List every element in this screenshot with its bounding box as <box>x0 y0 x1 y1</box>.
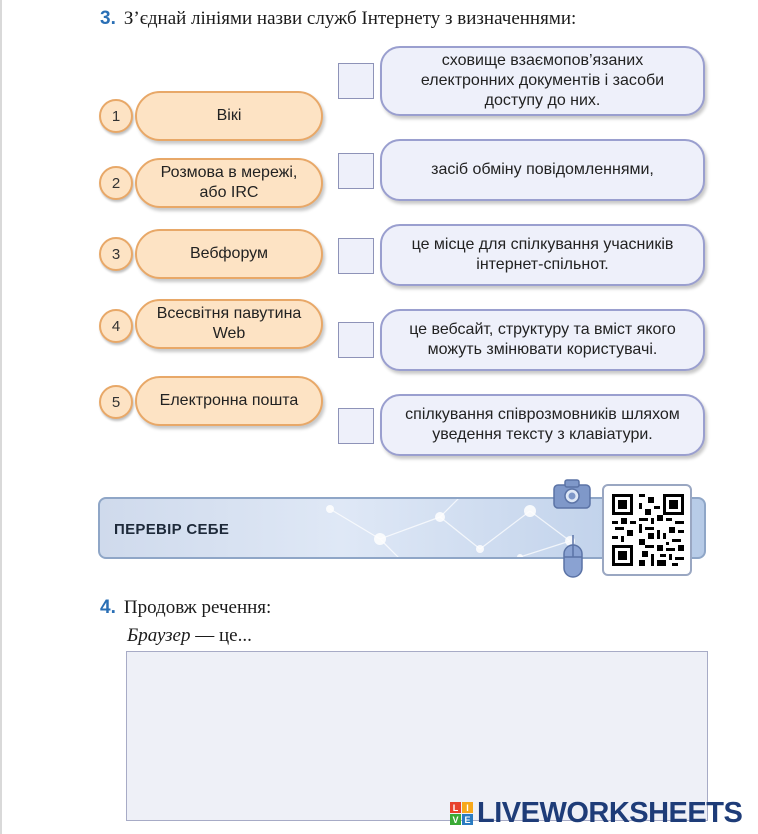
badge-letter-i: I <box>462 802 473 813</box>
service-item-email[interactable]: Електронна пошта <box>135 376 323 426</box>
answer-box-4[interactable] <box>338 322 374 358</box>
service-number-2: 2 <box>99 166 133 200</box>
answer-box-3[interactable] <box>338 238 374 274</box>
task4-prompt-rest: — це... <box>190 625 252 646</box>
service-number-3: 3 <box>99 237 133 271</box>
task4-title <box>100 597 271 619</box>
answer-box-2[interactable] <box>338 153 374 189</box>
service-number-1: 1 <box>99 99 133 133</box>
answer-box-1[interactable] <box>338 63 374 99</box>
task4-text: Продовж речення: <box>123 597 272 618</box>
task3-title <box>100 8 576 30</box>
qr-code-frame[interactable] <box>602 484 692 576</box>
definition-3[interactable]: це місце для спілкування учасників інтернет-спільнот. <box>380 224 705 286</box>
page-edge <box>0 0 2 834</box>
definition-5[interactable]: спілкування співрозмовників шляхом уведення тексту з клавіатури. <box>380 394 705 456</box>
check-yourself-title: ПЕРЕВІР СЕБЕ <box>114 521 230 538</box>
mouse-icon <box>562 533 584 579</box>
service-number-5: 5 <box>99 385 133 419</box>
service-item-irc[interactable]: Розмова в мережі, або IRC <box>135 158 323 208</box>
service-item-www[interactable]: Всесвітня павутина Web <box>135 299 323 349</box>
task3-text: З’єднай лініями назви служб Інтернету з визначеннями: <box>123 8 577 29</box>
answer-box-5[interactable] <box>338 408 374 444</box>
liveworksheets-badge-icon <box>450 802 473 825</box>
task4-prompt <box>127 625 252 647</box>
badge-letter-e: E <box>462 814 473 825</box>
task4-prompt-term: Браузер <box>127 625 191 646</box>
task4-number: 4. <box>100 597 116 618</box>
liveworksheets-logo[interactable] <box>450 797 742 830</box>
definition-1[interactable]: сховище взаємопов’язаних електронних документів і засоби доступу до них. <box>380 46 705 116</box>
service-item-webforum[interactable]: Вебфорум <box>135 229 323 279</box>
definition-4[interactable]: це вебсайт, структуру та вміст якого можуть змінювати користувачі. <box>380 309 705 371</box>
service-number-4: 4 <box>99 309 133 343</box>
service-item-wiki[interactable]: Вікі <box>135 91 323 141</box>
qr-code-icon <box>612 494 684 566</box>
badge-letter-v: V <box>450 814 461 825</box>
task4-answer-field[interactable] <box>126 651 708 821</box>
definition-2[interactable]: засіб обміну повідомленнями, <box>380 139 705 201</box>
camera-icon[interactable] <box>552 478 592 510</box>
task3-number: 3. <box>100 8 116 29</box>
badge-letter-l: L <box>450 802 461 813</box>
liveworksheets-text: LIVEWORKSHEETS <box>477 797 743 829</box>
